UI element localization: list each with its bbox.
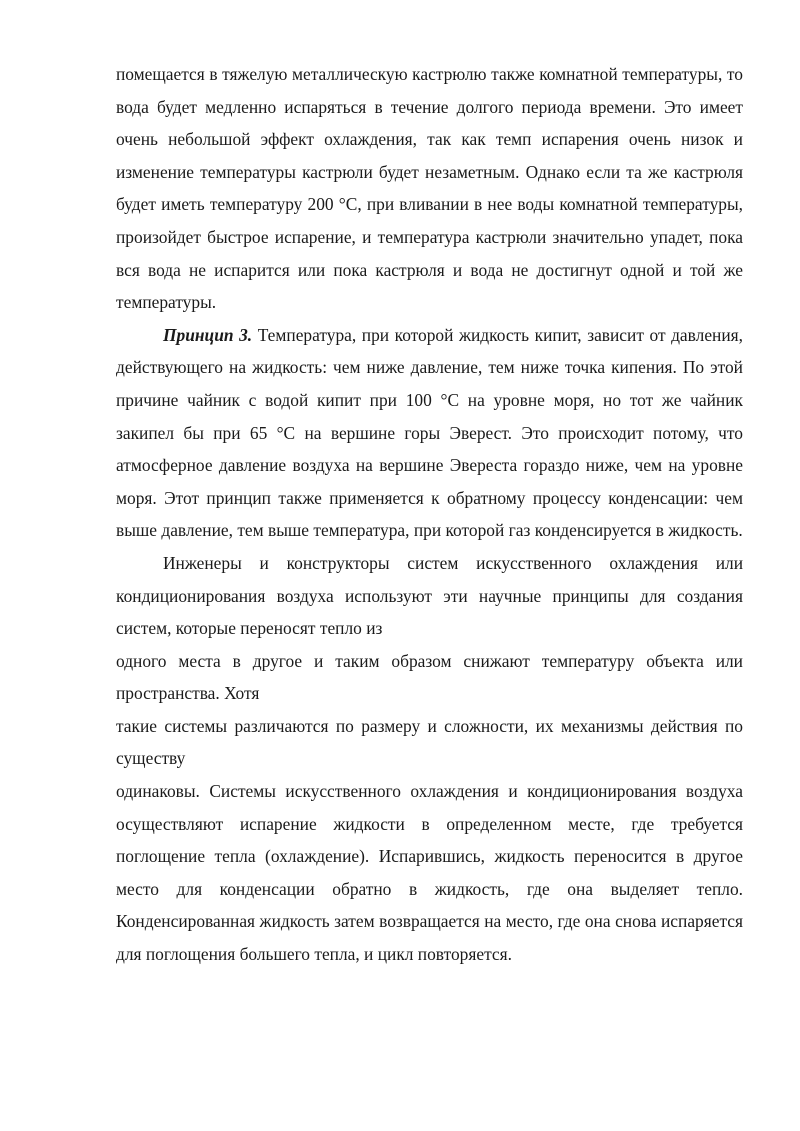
principle-3-text: Температура, при которой жидкость кипит, зависит от давления, действующего на жидкость: чем ниже давление, тем ниже точка кипения. По этой причине чайник с водой кипит при 100 °С на уровне моря, но тот же чайник закипел бы при 65 °С на вершине горы Эверест. Это происходит потому, что атмосферное давление воздуха на вершине Эвереста гораздо ниже, чем на уровне моря. Этот принцип также применяется к обратному процессу конденсации: чем выше давление, тем выше температура, при которой газ конденсируется в жидкость.	[116, 324, 743, 541]
principle-3-heading: Принцип 3.	[163, 324, 253, 345]
paragraph-principle-3	[116, 319, 743, 547]
document-page	[116, 58, 743, 971]
paragraph-evaporation-continued: помещается в тяжелую металлическую кастрюлю также комнатной температуры, то вода будет медленно испаряться в течение долгого периода времени. Это имеет очень небольшой эффект охлаждения, так как темп испарения очень низок и изменение температуры кастрюли будет незаметным. Однако если та же кастрюля будет иметь температуру 200 °С, при вливании в нее воды комнатной температуры, произойдет быстрое испарение, и температура кастрюли значительно упадет, пока вся вода не испарится или пока кастрюля и вода не достигнут одной и той же температуры.	[116, 64, 743, 313]
paragraph-fragment-1: одного места в другое и таким образом снижают температуру объекта или пространства. Хотя	[116, 650, 743, 704]
paragraph-fragment-2: такие системы различаются по размеру и сложности, их механизмы действия по существу	[116, 715, 743, 769]
paragraph-systems-cycle: одинаковы. Системы искусственного охлаждения и кондиционирования воздуха осуществляют испарение жидкости в определенном месте, где требуется поглощение тепла (охлаждение). Испарившись, жидкость переносится в другое место для конденсации обратно в жидкость, где она выделяет тепло. Конденсированная жидкость затем возвращается на место, где она снова испаряется для поглощения большего тепла, и цикл повторяется.	[116, 781, 743, 965]
paragraph-engineers: Инженеры и конструкторы систем искусственного охлаждения или кондиционирования воздуха используют эти научные принципы для создания систем, которые переносят тепло из	[116, 552, 743, 639]
